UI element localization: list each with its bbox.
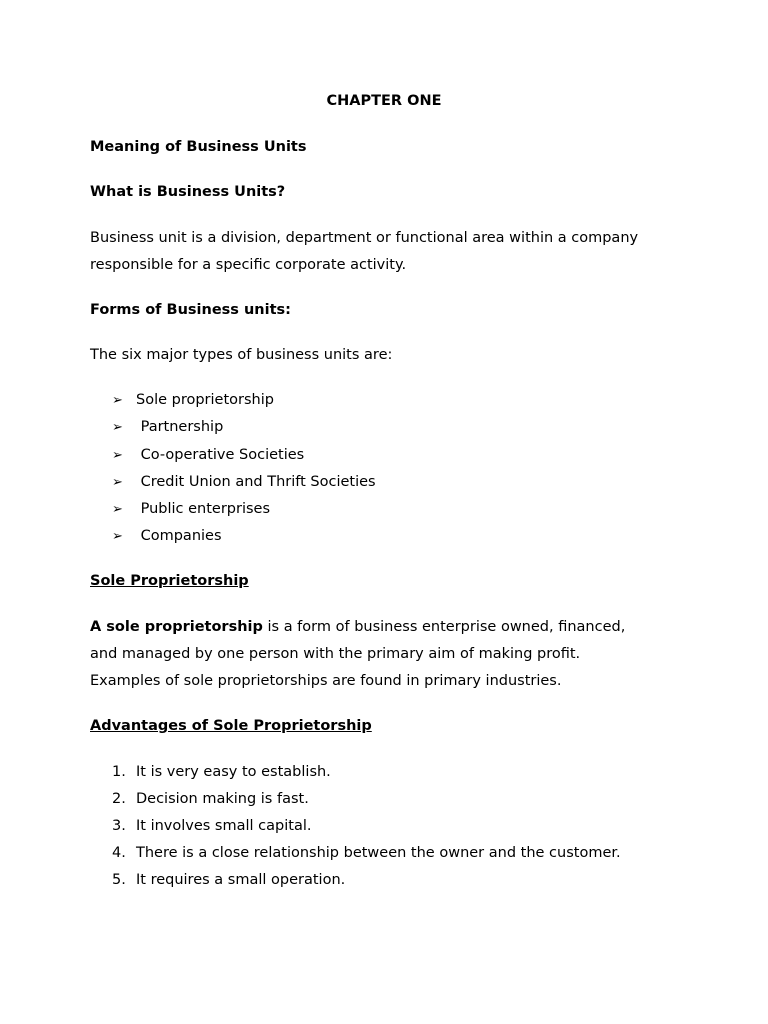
definition-line-2: responsible for a specific corporate activity. [90,257,407,273]
heading-advantages: Advantages of Sole Proprietorship [90,718,372,734]
list-item [112,870,345,890]
list-number: 3. [112,818,126,834]
bullet-arrow-icon: ➢ [112,448,123,463]
bullet-arrow-icon: ➢ [112,502,123,517]
list-item [112,816,311,836]
list-item [112,843,621,863]
sole-definition: is a form of business enterprise owned, financed, [262,619,626,635]
list-item [112,526,222,547]
intro-types: The six major types of business units are: [90,347,393,363]
sole-term: A sole proprietorship [90,619,263,635]
list-number: 1. [112,764,126,780]
sole-paragraph-line-1 [90,617,625,637]
list-item [112,390,274,411]
heading-sole-proprietorship: Sole Proprietorship [90,573,249,589]
definition-line-1: Business unit is a division, department or functional area within a company [90,230,639,246]
heading-forms: Forms of Business units: [90,302,291,318]
list-item [112,445,304,466]
sole-paragraph-line-2: and managed by one person with the primary aim of making profit. [90,646,581,662]
list-number: 2. [112,791,126,807]
list-item-text: Decision making is fast. [136,791,309,807]
sole-paragraph-line-3: Examples of sole proprietorships are found in primary industries. [90,673,562,689]
list-item [112,789,309,809]
list-item-text: It involves small capital. [136,818,312,834]
heading-meaning: Meaning of Business Units [90,139,307,155]
bullet-arrow-icon: ➢ [112,393,123,408]
list-item-text: Sole proprietorship [136,392,274,408]
list-number: 4. [112,845,126,861]
bullet-arrow-icon: ➢ [112,529,123,544]
heading-what: What is Business Units? [90,184,286,200]
chapter-title: CHAPTER ONE [326,93,442,109]
list-item-text: It requires a small operation. [136,872,346,888]
list-item-text: Public enterprises [136,501,271,517]
list-item-text: Co-operative Societies [136,447,305,463]
bullet-arrow-icon: ➢ [112,475,123,490]
list-item [112,762,331,782]
list-item-text: It is very easy to establish. [136,764,331,780]
list-item-text: Credit Union and Thrift Societies [136,474,376,490]
list-item [112,499,270,520]
list-item [112,417,223,438]
list-item-text: There is a close relationship between the owner and the customer. [136,845,621,861]
bullet-arrow-icon: ➢ [112,420,123,435]
list-number: 5. [112,872,126,888]
list-item [112,472,376,493]
list-item-text: Partnership [136,419,224,435]
list-item-text: Companies [136,528,222,544]
